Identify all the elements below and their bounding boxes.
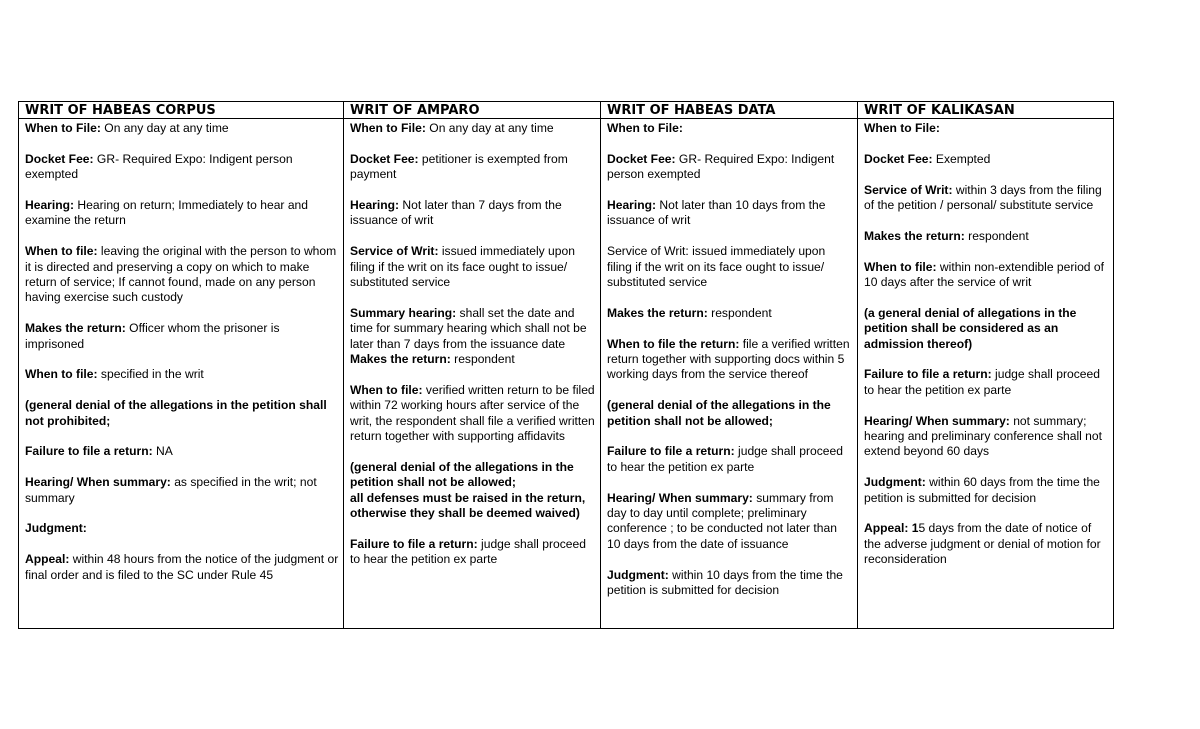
entry-text: within 60 days from the time the petition is submitted for decision [864,475,1100,505]
entry-label: Hearing: [350,198,400,212]
entry-label: When to file: [864,259,937,274]
entry-label: (general denial of the allegations in the petition shall not prohibited; [25,398,327,428]
entry-label: Makes the return: [607,305,708,320]
entry-text: within 48 hours from the notice of the judgment or final order and is filed to the SC under Rule 45 [25,552,339,582]
entry-text: summary from day to day until complete; preliminary conference ; to be conducted not later than 10 days from the date of issuance [607,490,837,551]
column-kalikasan [858,102,1113,628]
entry [607,198,853,229]
entry-text: shall set the date and time for summary hearing which shall not be later than 7 days from the issuance date [350,305,587,351]
entry [25,444,339,459]
entry-text: judge shall proceed to hear the petition ex parte [350,536,586,567]
entry-text: verified written return to be filed within 72 working hours after service of the writ, the respondent shall file a verified written return together with supporting affidavits [350,382,595,444]
entry-label: Appeal: [25,552,70,567]
entry-label: Hearing/ When summary: [25,475,171,490]
entry-text: GR- Required Expo: Indigent person exempted [25,151,293,182]
entry-text: On any day at any time [425,121,554,135]
entry-text: GR- Required Expo: Indigent person exempted [607,151,835,182]
entry [864,414,1109,460]
entry-text: Not later than 7 days from the issuance of writ [350,198,562,228]
entry-text: respondent [450,352,515,367]
entry-label: When to file: [25,367,98,382]
entry [864,521,1109,567]
entry-text: specified in the writ [97,367,204,382]
entry-text: within 10 days from the time the petition is submitted for decision [607,567,843,598]
entry-text: judge shall proceed to hear the petition ex parte [864,367,1100,397]
entry-text: judge shall proceed to hear the petition ex parte [607,444,843,474]
entry [25,552,339,583]
entry-label: Judgment: [25,521,87,536]
entry-text: NA [152,444,173,459]
entry-label: (general denial of the allegations in the petition shall not be allowed; [350,459,574,490]
entry-label: Service of Writ: [864,182,953,197]
entry-text: petitioner is exempted from payment [350,151,568,182]
entry-text: within 3 days from the filing of the petition / personal/ substitute service [864,182,1102,212]
entry [350,152,596,183]
column-heading: WRIT OF HABEAS DATA [601,102,857,119]
entry-label: Docket Fee: [607,151,676,166]
entry [607,444,853,475]
entry [350,244,596,290]
entry-label: Makes the return: [864,228,965,243]
entry [25,398,339,429]
entry-text: Not later than 10 days from the issuance of writ [607,198,826,228]
entry [25,198,339,229]
entry-label: Failure to file a return: [350,536,478,551]
entry [864,306,1109,352]
entry [607,306,853,321]
entry-label: When to File: [25,121,101,135]
entry [607,121,853,136]
entry [864,367,1109,398]
entry [607,244,853,290]
entry-label: Appeal: 1 [864,521,919,536]
entry-label: Failure to file a return: [25,444,153,459]
entry [25,367,339,382]
column-body [601,119,857,614]
entry-label: Makes the return: [25,321,126,336]
entry-label: Judgment: [607,567,669,582]
entry-text: within non-extendible period of 10 days after the service of writ [864,259,1104,289]
column-body [19,119,343,598]
entry [25,152,339,183]
entry-label: When to file: [25,244,98,259]
entry-text: leaving the original with the person to whom it is directed and preserving a copy on which to make return of service; If cannot found, made on any person having exercise such custody [25,244,337,305]
entry-text: issued immediately upon filing if the writ on its face ought to issue/ substituted service [350,244,575,290]
entry-label: (a general denial of allegations in the petition shall be considered as an admission thereof) [864,305,1077,351]
entry [607,152,853,183]
entry [864,475,1109,506]
entry [25,121,339,136]
entry-label: (general denial of the allegations in the petition shall not be allowed; [607,398,831,428]
entry-label: Hearing/ When summary: [864,413,1010,428]
entry [864,229,1109,244]
entry-text: as specified in the writ; not summary [25,475,317,505]
column-heading: WRIT OF KALIKASAN [858,102,1113,119]
entry-label: Hearing/ When summary: [607,490,753,505]
entry [864,260,1109,291]
column-habeas-data [601,102,858,628]
column-amparo [344,102,601,628]
entry-label: When to file the return: [607,336,740,351]
entry-label: Hearing: [25,198,75,212]
entry-text: Service of Writ: issued immediately upon filing if the writ on its face ought to issue/ substituted service [607,244,826,290]
entry-label: Makes the return: [350,352,451,367]
entry-text: respondent [707,305,772,320]
entry-text: Hearing on return; Immediately to hear and examine the return [25,198,309,228]
entry-label: all defenses must be raised in the return, otherwise they shall be deemed waived) [350,490,586,521]
entry-text: not summary; hearing and preliminary conference shall not extend beyond 60 days [864,413,1102,459]
entry [607,491,853,553]
entry-label: Docket Fee: [864,151,933,166]
entry-label: Docket Fee: [25,151,94,166]
entry [350,198,596,229]
entry-text: file a verified written return together with supporting docs within 5 working days from the service thereof [607,336,850,382]
entry-text: On any day at any time [100,121,229,135]
entry-text: 5 days from the date of notice of the adverse judgment or denial of motion for reconsideration [864,521,1101,567]
entry-label: Failure to file a return: [864,367,992,382]
writs-comparison-table [18,101,1114,629]
entry [350,121,596,136]
column-heading: WRIT OF AMPARO [344,102,600,119]
entry-text: respondent [964,228,1029,243]
entry [350,460,596,491]
entry [350,383,596,445]
entry [607,337,853,383]
column-body [858,119,1113,583]
entry [864,121,1109,136]
entry-label: Docket Fee: [350,151,419,166]
entry [25,521,339,536]
entry-label: When to file: [350,382,423,397]
entry [350,352,596,367]
entry [350,537,596,568]
column-body [344,119,600,583]
entry-label: Summary hearing: [350,305,457,320]
entry-label: When to File: [864,121,940,135]
entry [25,321,339,352]
entry-label: Failure to file a return: [607,444,735,459]
entry-label: Judgment: [864,475,926,490]
entry-label: When to File: [607,121,683,135]
entry [25,244,339,306]
entry [25,475,339,506]
column-habeas-corpus [19,102,344,628]
entry [864,183,1109,214]
entry [607,398,853,429]
entry [350,491,596,522]
entry [607,568,853,599]
entry-label: Service of Writ: [350,244,439,259]
entry-label: When to File: [350,121,426,135]
column-heading: WRIT OF HABEAS CORPUS [19,102,343,119]
entry-text: Officer whom the prisoner is imprisoned [25,321,280,351]
entry-text: Exempted [932,151,991,166]
entry [864,152,1109,167]
entry [350,306,596,352]
entry-label: Hearing: [607,198,657,212]
